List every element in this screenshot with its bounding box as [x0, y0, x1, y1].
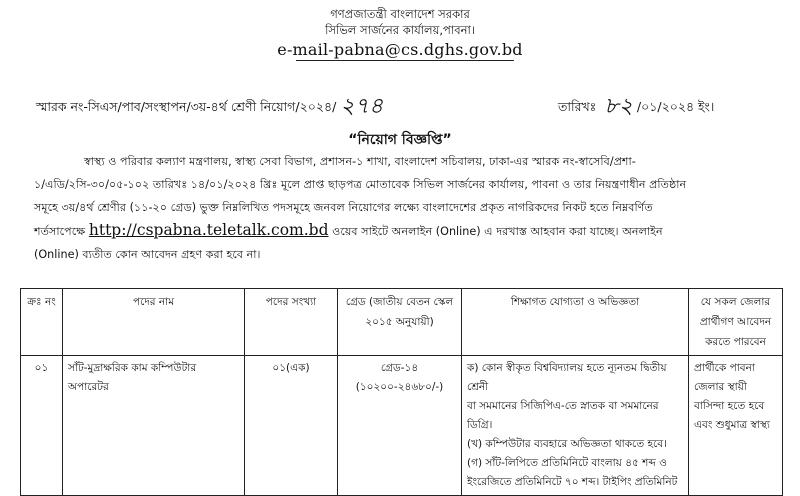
office-email: e-mail-pabna@cs.dghs.gov.bd	[277, 40, 523, 59]
district-line: প্রার্থীকে পাবনা	[694, 362, 755, 374]
qual-line: (গ) সাঁট-লিপিতে প্রতিমিনিটে বাংলায় ৪৫ শব্দ ও	[467, 457, 667, 469]
header-post-count: পদের সংখ্যা	[245, 289, 338, 356]
job-vacancy-table	[20, 288, 783, 496]
memo-number-handwritten: ২৭৪	[340, 94, 384, 119]
table-header-row	[21, 289, 783, 356]
date-day-handwritten: ৮২	[604, 94, 633, 119]
application-website-link[interactable]: http://cspabna.teletalk.com.bd	[88, 221, 329, 239]
district-line: বাসিন্দা হতে হবে	[694, 400, 765, 412]
row-grade-scale: (১০২০০-২৪৬৮০/-)	[355, 381, 444, 393]
row-grade	[338, 356, 462, 496]
body-line-4-prefix: শর্তসাপেক্ষে	[34, 225, 86, 238]
body-line-3: সমূহে ৩য়/৪র্থ শ্রেণীর (১১-২০ গ্রেড) ভুক্ত নিম্নলিখিত পদসমূহে জনবল নিয়োগের লক্ষ্যে বাংলাদেশের প্রকৃত নাগরিকদের নিকট হতে নিম্নবর্ণিত	[34, 201, 653, 214]
qual-line: ক) কোন স্বীকৃত বিশ্ববিদ্যালয় হতে ন্যূনতম দ্বিতীয় শ্রেনী	[467, 362, 667, 393]
notice-title: “নিয়োগ বিজ্ঞপ্তি”	[348, 132, 452, 148]
qual-line: বা সমমানের সিজিপিএ-তে স্নাতক বা সমমানের ডিগ্রি।	[467, 400, 659, 431]
qual-line: ইংরেজিতে প্রতিমিনিটে ৭০ শব্দ। টাইপিং প্রতিমিনিট	[467, 476, 678, 488]
row-serial: ০১	[21, 356, 63, 496]
office-name: সিভিল সার্জনের কার্যালয়,পাবনা।	[325, 23, 475, 37]
government-name: গণপ্রজাতন্ত্রী বাংলাদেশ সরকার	[330, 7, 470, 21]
header-serial: ক্রঃ নং	[21, 289, 63, 356]
header-post-name: পদের নাম	[63, 289, 245, 356]
table-row	[21, 356, 783, 496]
date-rest: /০১/২০২৪ ইং।	[636, 99, 715, 114]
district-line: জেলার স্থায়ী	[694, 381, 747, 393]
memo-reference	[36, 87, 383, 124]
row-post-count: ০১(এক)	[245, 356, 338, 496]
row-grade-level: গ্রেড-১৪	[380, 362, 419, 374]
email-underline	[296, 60, 514, 61]
row-post-name: সাঁট-মুদ্রাক্ষরিক কাম কম্পিউটার অপারেটর	[63, 356, 245, 496]
body-line-4-suffix: ওয়েব সাইটে অনলাইন (Online) এ দরখাস্ত আহবান করা যাচ্ছে। অনলাইন	[332, 225, 663, 238]
body-line-1: স্বাস্থ্য ও পরিবার কল্যাণ মন্ত্রণালয়, স্বাস্থ্য সেবা বিভাগ, প্রশাসন-১ শাখা, বাংলাদেশ সচিবালয়, ঢাকা-এর স্মারক নং-স্বাসেবি/প্রশা-	[84, 155, 636, 168]
date-label: তারিখঃ	[558, 99, 597, 114]
notice-body	[34, 150, 770, 266]
body-line-5: (Online) ব্যতীত কোন আবেদন গ্রহণ করা হবে না।	[34, 248, 261, 261]
qual-line: (খ) কম্পিউটার ব্যবহারে অভিজ্ঞতা থাকতে হবে।	[467, 438, 667, 450]
memo-date	[558, 87, 714, 124]
memo-prefix: স্মারক নং-সিএস/পাব/সংস্থাপন/৩য়-৪র্থ শ্রেণী নিয়োগ/২০২৪/	[36, 99, 337, 114]
body-line-4	[34, 219, 770, 243]
row-qualification	[462, 356, 689, 496]
header-eligible-districts: যে সকল জেলার প্রার্থীগণ আবেদন করতে পারবেন	[689, 289, 783, 356]
header-grade: গ্রেড (জাতীয় বেতন স্কেল ২০১৫ অনুযায়ী)	[338, 289, 462, 356]
row-eligible-districts	[689, 356, 783, 496]
district-line: এবং শুধুমাত্র স্বাস্থ্য	[694, 419, 770, 431]
header-qualification: শিক্ষাগত যোগ্যতা ও অভিজ্ঞতা	[462, 289, 689, 356]
body-line-2: ১/এডি/২সি-৩০/০৫-১০২ তারিখঃ ১৪/০১/২০২৪ খ্রিঃ মূলে প্রাপ্ত ছাড়পত্র মোতাবেক সিভিল সার্জনের কার্যালয়, পাবনা ও তার নিয়ন্ত্রণাধীন প্রতিষ্ঠান	[34, 178, 687, 191]
